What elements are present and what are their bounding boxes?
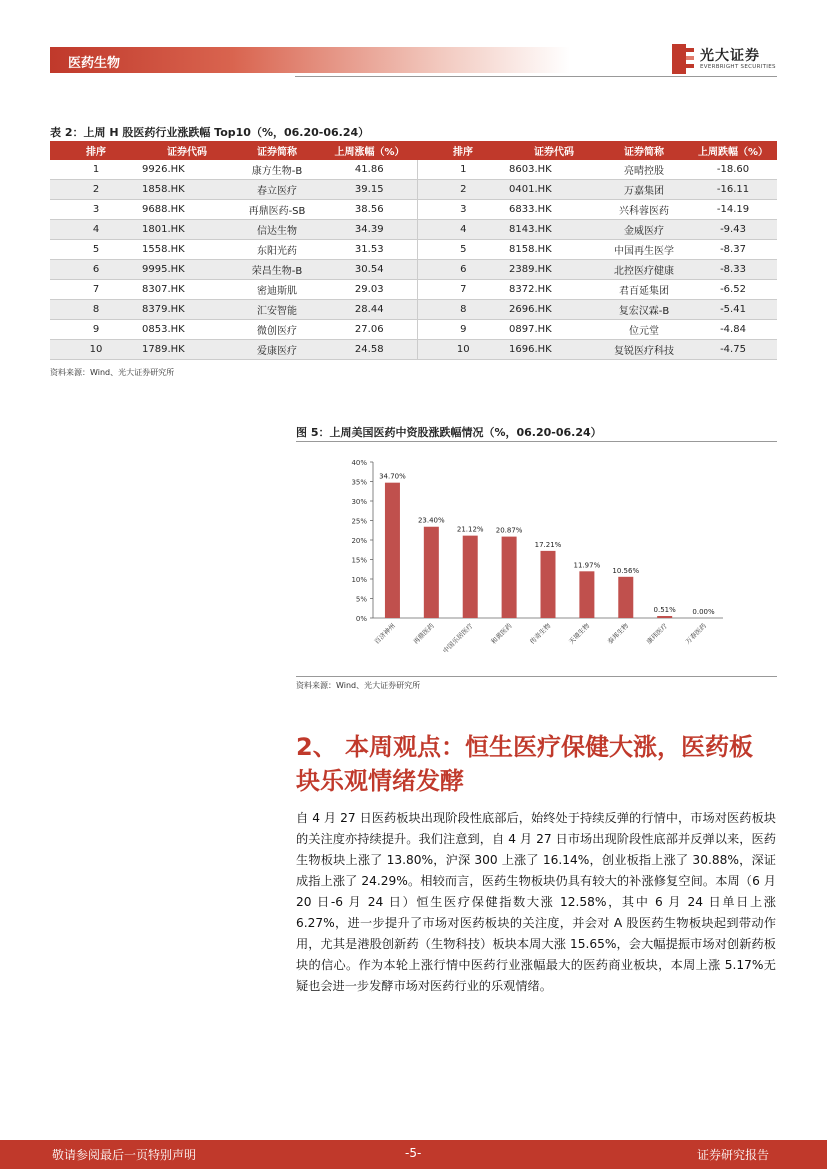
- header-band: [50, 47, 570, 73]
- table-cell: 1789.HK: [142, 340, 232, 360]
- y-tick-label: 40%: [351, 459, 367, 467]
- table-cell: 1801.HK: [142, 220, 232, 240]
- table-cell: -14.19: [689, 200, 777, 220]
- table-cell: 30.54: [322, 260, 417, 280]
- header-divider: [295, 76, 777, 77]
- table-cell: 8372.HK: [509, 280, 599, 300]
- y-tick-label: 10%: [351, 576, 367, 584]
- category-label: 泰邦生物: [606, 621, 631, 646]
- data-label: 34.70%: [379, 472, 406, 481]
- table-cell: 8: [50, 300, 142, 320]
- table-cell: 东阳光药: [232, 240, 322, 260]
- section-label: 医药生物: [68, 56, 121, 71]
- table-cell: 34.39: [322, 220, 417, 240]
- data-label: 21.12%: [456, 525, 484, 534]
- table-row: [50, 200, 777, 220]
- table-cell: 8143.HK: [509, 220, 599, 240]
- data-label: 20.87%: [495, 526, 523, 535]
- section-heading: 2、 本周观点：恒生医疗保健大涨，医药板块乐观情绪发酵: [296, 733, 754, 795]
- category-label: 万春医药: [683, 621, 708, 646]
- table-title: 表 2：上周 H 股医药行业涨跌幅 Top10（%，06.20-06.24）: [50, 126, 370, 139]
- figure-divider-top: [296, 441, 777, 442]
- table-cell: -8.33: [689, 260, 777, 280]
- table-cell: 8603.HK: [509, 160, 599, 180]
- table-cell: 1696.HK: [509, 340, 599, 360]
- table-cell: 2: [417, 180, 509, 200]
- y-tick-label: 15%: [351, 556, 367, 565]
- table-cell: 君百延集团: [599, 280, 689, 300]
- col-header: 上周跌幅（%）: [689, 141, 777, 160]
- data-label: 0.51%: [653, 606, 676, 615]
- category-label: 和黄医药: [489, 621, 514, 646]
- bar: [463, 536, 478, 618]
- bar: [541, 551, 556, 618]
- category-label: 再鼎医药: [411, 621, 436, 646]
- table-cell: 41.86: [322, 160, 417, 180]
- table-cell: 中国再生医学: [599, 240, 689, 260]
- table-cell: 亮晴控股: [599, 160, 689, 180]
- table-cell: 6: [50, 260, 142, 280]
- table-cell: 1: [50, 160, 142, 180]
- table-row: [50, 160, 777, 180]
- table-cell: 密迪斯肌: [232, 280, 322, 300]
- table-row: [50, 260, 777, 280]
- table-cell: 北控医疗健康: [599, 260, 689, 280]
- table-cell: 1: [417, 160, 509, 180]
- table-cell: 7: [417, 280, 509, 300]
- table-cell: 复宏汉霖-B: [599, 300, 689, 320]
- table-cell: -6.52: [689, 280, 777, 300]
- logo-text: 光大证券: [700, 48, 760, 64]
- figure-title: 图 5：上周美国医药中资股涨跌幅情况（%，06.20-06.24）: [296, 426, 602, 439]
- table-cell: -4.84: [689, 320, 777, 340]
- table-cell: 29.03: [322, 280, 417, 300]
- table-cell: 1558.HK: [142, 240, 232, 260]
- table-cell: -9.43: [689, 220, 777, 240]
- bar-chart: [298, 446, 775, 672]
- table-cell: 复锐医疗科技: [599, 340, 689, 360]
- table-cell: 再鼎医药-SB: [232, 200, 322, 220]
- table-body: [50, 160, 777, 360]
- table-cell: 8307.HK: [142, 280, 232, 300]
- data-label: 11.97%: [573, 561, 601, 570]
- table-cell: 39.15: [322, 180, 417, 200]
- bar: [618, 577, 633, 618]
- footer-disclaimer: 敬请参阅最后一页特别声明: [52, 1148, 197, 1162]
- table-cell: 荣昌生物-B: [232, 260, 322, 280]
- table-cell: 3: [50, 200, 142, 220]
- table-cell: 兴科蓉医药: [599, 200, 689, 220]
- table-cell: 春立医疗: [232, 180, 322, 200]
- data-label: 23.40%: [417, 516, 445, 525]
- table-cell: 10: [417, 340, 509, 360]
- table-cell: 3: [417, 200, 509, 220]
- table-cell: 信达生物: [232, 220, 322, 240]
- table-cell: 0897.HK: [509, 320, 599, 340]
- y-tick-label: 25%: [351, 517, 367, 526]
- table-cell: 38.56: [322, 200, 417, 220]
- table-cell: 康方生物-B: [232, 160, 322, 180]
- table-cell: -4.75: [689, 340, 777, 360]
- table-cell: 7: [50, 280, 142, 300]
- table-cell: -5.41: [689, 300, 777, 320]
- table-row: [50, 220, 777, 240]
- logo-subtext: EVERBRIGHT SECURITIES: [700, 64, 776, 70]
- table-cell: 0853.HK: [142, 320, 232, 340]
- bar: [385, 483, 400, 618]
- table-cell: 2696.HK: [509, 300, 599, 320]
- table-row: [50, 340, 777, 360]
- table-row: [50, 280, 777, 300]
- y-tick-label: 30%: [351, 498, 367, 506]
- category-label: 百济神州: [372, 621, 397, 646]
- y-tick-label: 20%: [351, 537, 367, 545]
- data-label: 10.56%: [612, 566, 640, 575]
- page-number: -5-: [405, 1146, 422, 1160]
- col-header: 排序: [417, 141, 509, 160]
- y-tick-label: 0%: [355, 615, 367, 623]
- table-cell: 9: [50, 320, 142, 340]
- table-cell: 汇安智能: [232, 300, 322, 320]
- logo-mark-icon: [672, 44, 694, 74]
- figure-divider-bottom: [296, 676, 777, 677]
- table-cell: 6833.HK: [509, 200, 599, 220]
- table-cell: 28.44: [322, 300, 417, 320]
- col-header: 排序: [50, 141, 142, 160]
- table-row: [50, 240, 777, 260]
- table-cell: 4: [417, 220, 509, 240]
- table-row: [50, 180, 777, 200]
- table-cell: 5: [50, 240, 142, 260]
- table-cell: 0401.HK: [509, 180, 599, 200]
- y-tick-label: 5%: [355, 595, 367, 604]
- table-cell: -18.60: [689, 160, 777, 180]
- table-cell: 8158.HK: [509, 240, 599, 260]
- bar: [502, 537, 517, 618]
- category-label: 康玮医疗: [645, 621, 670, 646]
- table-cell: -16.11: [689, 180, 777, 200]
- section-body: 自 4 月 27 日医药板块出现阶段性底部后，始终处于持续反弹的行情中，市场对医药板块的关注度亦持续提升。我们注意到，自 4 月 27 日市场出现阶段性底部并反弹以来，医药生物板块上涨了 13.80%，沪深 300 上涨了 16.14%，创业板指上涨了 30.88%，深证成指上涨了 24.29%。相较而言，医药生物板块仍具有较大的补涨修复空间。本周（6 月 20 日-6 月 24 日）恒生医疗保健指数大涨 12.58%，其中 6 月 24 日单日上涨 6.27%，进一步提升了市场对医药板块的关注度，并会对 A 股医药生物板块起到带动作用，尤其是港股创新药（生物科技）板块本周大涨 15.65%，会大幅提振市场对创新药板块的信心。作为本轮上涨行情中医药行业涨幅最大的医药商业板块，本周上涨 5.17%无疑也会进一步发酵市场对医药行业的乐观情绪。: [296, 811, 776, 993]
- table-source: 资料来源：Wind、光大证券研究所: [50, 368, 175, 377]
- table-cell: 4: [50, 220, 142, 240]
- col-header: 证券代码: [509, 141, 599, 160]
- col-header: 证券代码: [142, 141, 232, 160]
- data-label: 0.00%: [692, 608, 715, 616]
- table-cell: 24.58: [322, 340, 417, 360]
- table-cell: 31.53: [322, 240, 417, 260]
- figure-source: 资料来源：Wind、光大证券研究所: [296, 681, 421, 690]
- y-tick-label: 35%: [351, 478, 367, 487]
- table-cell: 8: [417, 300, 509, 320]
- table-cell: 8379.HK: [142, 300, 232, 320]
- table-cell: 万嘉集团: [599, 180, 689, 200]
- table-cell: 9688.HK: [142, 200, 232, 220]
- table-cell: 9995.HK: [142, 260, 232, 280]
- table-cell: 6: [417, 260, 509, 280]
- category-label: 天境生物: [567, 621, 592, 646]
- bar: [657, 616, 672, 618]
- table-cell: 2: [50, 180, 142, 200]
- table-cell: 爱康医疗: [232, 340, 322, 360]
- h-share-ranking-table: [50, 141, 777, 360]
- category-label: 中国乐居医疗: [441, 621, 475, 655]
- table-cell: 微创医疗: [232, 320, 322, 340]
- table-row: [50, 320, 777, 340]
- table-cell: 金威医疗: [599, 220, 689, 240]
- table-cell: 9: [417, 320, 509, 340]
- bar: [424, 527, 439, 618]
- table-row: [50, 300, 777, 320]
- table-cell: -8.37: [689, 240, 777, 260]
- col-header: 证券简称: [232, 141, 322, 160]
- table-cell: 5: [417, 240, 509, 260]
- col-header: 证券简称: [599, 141, 689, 160]
- category-label: 传奇生物: [528, 621, 553, 646]
- data-label: 17.21%: [534, 540, 562, 549]
- company-logo: [672, 44, 782, 76]
- table-cell: 1858.HK: [142, 180, 232, 200]
- table-cell: 27.06: [322, 320, 417, 340]
- col-header: 上周涨幅（%）: [322, 141, 417, 160]
- bar: [579, 571, 594, 618]
- table-cell: 2389.HK: [509, 260, 599, 280]
- table-cell: 9926.HK: [142, 160, 232, 180]
- footer-report-type: 证券研究报告: [697, 1148, 770, 1162]
- table-cell: 10: [50, 340, 142, 360]
- table-cell: 位元堂: [599, 320, 689, 340]
- table-header-row: [50, 141, 777, 160]
